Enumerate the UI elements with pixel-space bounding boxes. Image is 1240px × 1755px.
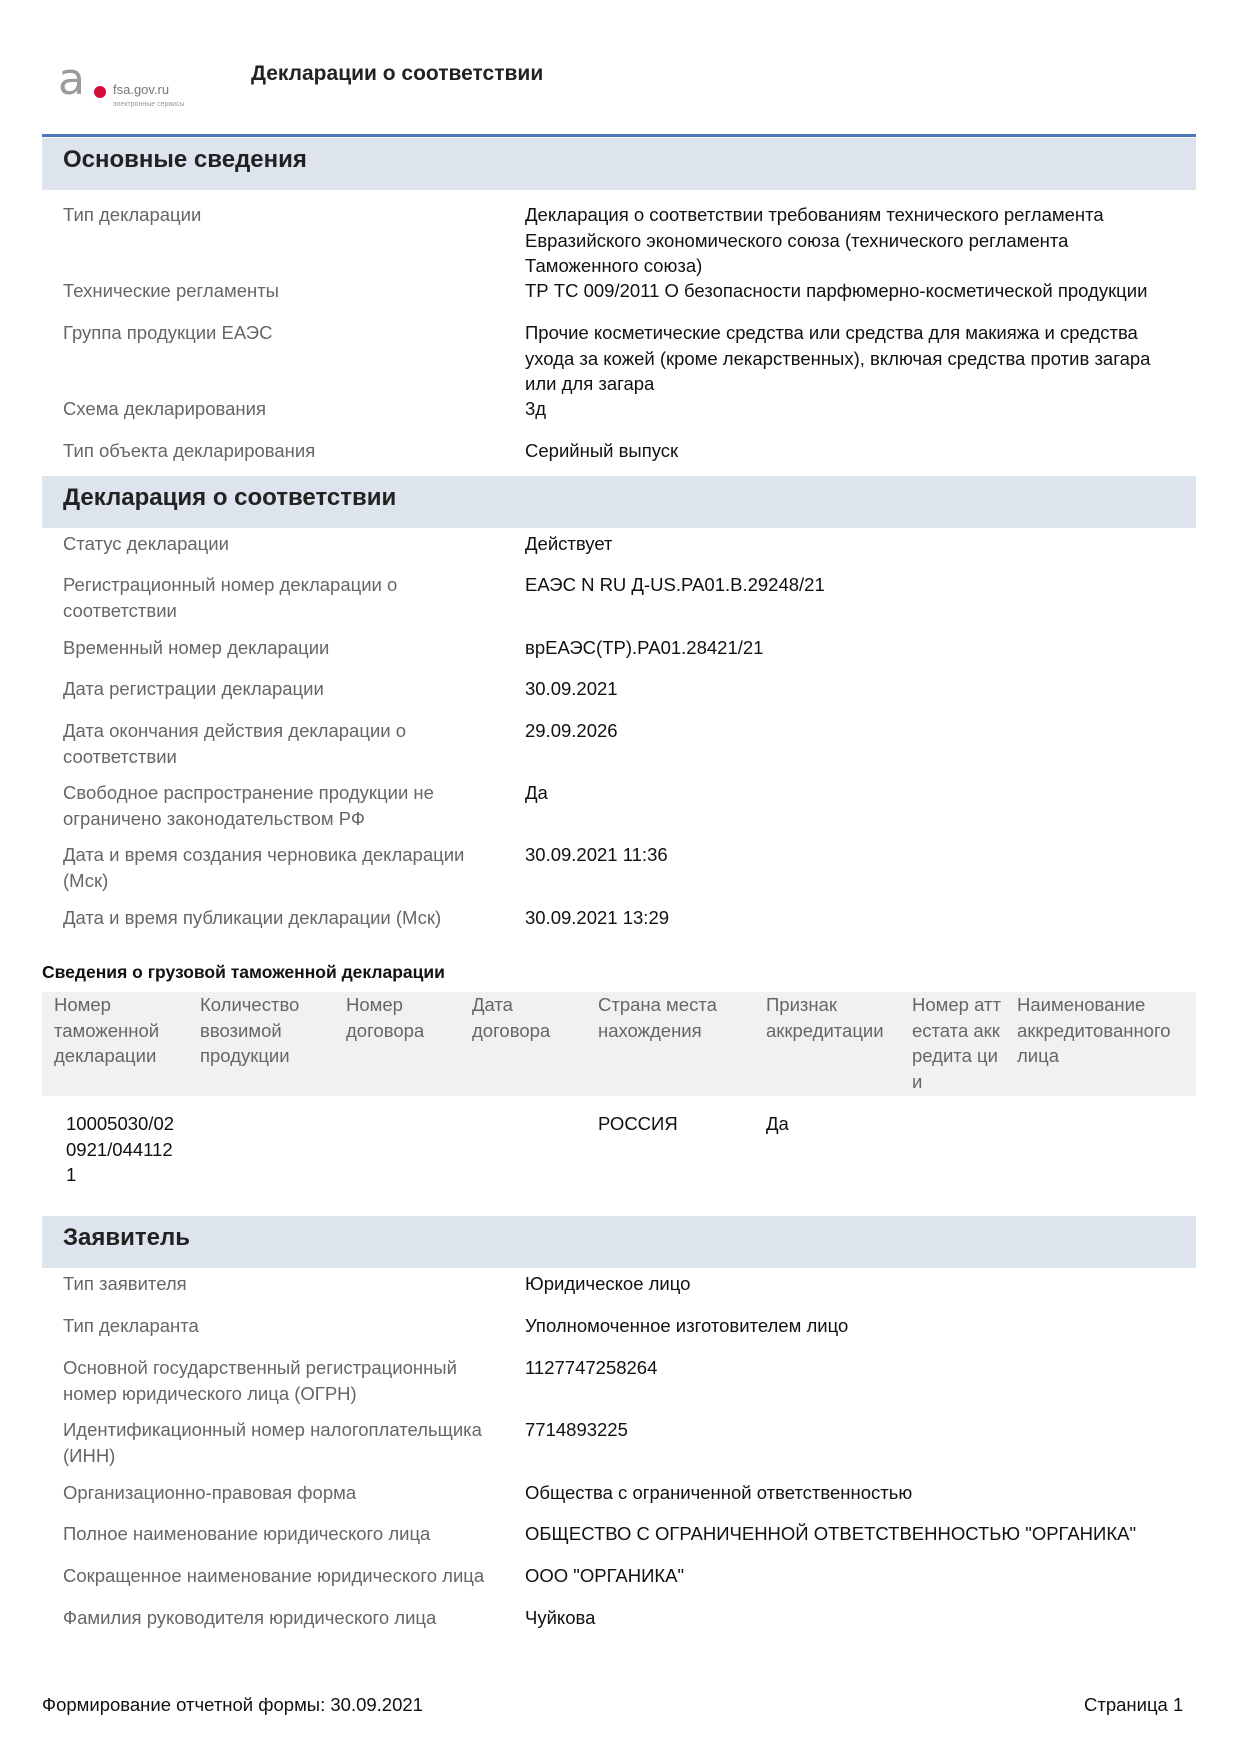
customs-col-certificate: Номер аттестата аккредита ции (912, 994, 1001, 1092)
customs-col-contract-date: Дата договора (472, 994, 551, 1041)
page-header (0, 0, 1240, 120)
row-value: ОБЩЕСТВО С ОГРАНИЧЕННОЙ ОТВЕТСТВЕННОСТЬЮ "ОРГАНИКА" (525, 1523, 1137, 1544)
row-value: Юридическое лицо (525, 1273, 691, 1294)
row-value: 3д (525, 398, 547, 419)
row-label: Группа продукции ЕАЭС (63, 322, 273, 343)
fsa-logo (58, 58, 218, 110)
row-label: Свободное распространение продукции не ограничено законодательством РФ (63, 782, 434, 829)
document-title: Декларации о соответствии (251, 62, 544, 85)
row-label: Полное наименование юридического лица (63, 1523, 431, 1544)
row-label: Тип декларации (63, 204, 202, 225)
fsa-logo-icon (58, 58, 218, 110)
customs-table-header (42, 992, 1196, 1096)
row-label: Дата регистрации декларации (63, 678, 324, 699)
top-divider (42, 134, 1196, 137)
row-label: Схема декларирования (63, 398, 266, 419)
customs-cell-number: 10005030/02 0921/044112 1 (66, 1113, 175, 1185)
row-label: Регистрационный номер декларации о соответствии (63, 574, 398, 621)
row-label: Тип заявителя (63, 1273, 187, 1294)
customs-col-quantity: Количество ввозимой продукции (200, 994, 300, 1066)
customs-subheading: Сведения о грузовой таможенной декларации (42, 962, 445, 982)
section-basic-title: Основные сведения (42, 138, 1196, 190)
row-label: Временный номер декларации (63, 637, 330, 658)
fsa-logo-text: fsa.gov.ru (113, 82, 170, 97)
row-label: Статус декларации (63, 533, 229, 554)
row-label: Основной государственный регистрационный номер юридического лица (ОГРН) (63, 1357, 457, 1404)
row-label: Идентификационный номер налогоплательщика (ИНН) (63, 1419, 482, 1466)
footer-generated-date: Формирование отчетной формы: 30.09.2021 (42, 1694, 423, 1715)
customs-cell-accreditation-flag: Да (766, 1113, 789, 1134)
fsa-logo-subtext: электронные сервисы (113, 101, 185, 108)
row-value: Прочие косметические средства или средства для макияжа и средства ухода за кожей (кроме лекарственных), включая средства против загара или для загара (525, 322, 1151, 394)
row-value: 30.09.2021 13:29 (525, 907, 670, 928)
row-value: Чуйкова (525, 1607, 596, 1628)
row-label: Технические регламенты (63, 280, 279, 301)
footer-page-number: Страница 1 (1084, 1694, 1184, 1715)
row-label: Фамилия руководителя юридического лица (63, 1607, 437, 1628)
customs-col-accreditation-flag: Признак аккредитации (766, 994, 884, 1041)
row-value: 29.09.2026 (525, 720, 618, 741)
row-value: Да (525, 782, 548, 803)
row-value: ЕАЭС N RU Д-US.РА01.В.29248/21 (525, 574, 825, 595)
row-value: Декларация о соответствии требованиям технического регламента Евразийского экономического союза (технического регламента Таможенного союза) (525, 204, 1104, 276)
row-value: Общества с ограниченной ответственностью (525, 1482, 913, 1503)
row-label: Дата и время создания черновика декларации (Мск) (63, 844, 465, 891)
row-value: Уполномоченное изготовителем лицо (525, 1315, 849, 1336)
row-label: Организационно-правовая форма (63, 1482, 357, 1503)
customs-col-number: Номер таможенной декларации (54, 994, 160, 1066)
row-value: 7714893225 (525, 1419, 628, 1440)
row-value: 30.09.2021 11:36 (525, 844, 668, 865)
row-label: Тип объекта декларирования (63, 440, 316, 461)
row-value: ООО "ОРГАНИКА" (525, 1565, 685, 1586)
row-label: Дата и время публикации декларации (Мск) (63, 907, 442, 928)
row-value: врЕАЭС(ТР).РА01.28421/21 (525, 637, 764, 658)
row-label: Дата окончания действия декларации о соответствии (63, 720, 407, 767)
row-label: Тип декларанта (63, 1315, 199, 1336)
section-applicant-title: Заявитель (42, 1216, 1196, 1268)
customs-col-country: Страна места нахождения (598, 994, 717, 1041)
customs-col-contract-number: Номер договора (346, 994, 425, 1041)
svg-text:а: а (58, 58, 85, 105)
row-value: Действует (525, 533, 613, 554)
row-value: ТР ТС 009/2011 О безопасности парфюмерно-косметической продукции (525, 280, 1148, 301)
section-declaration-title: Декларация о соответствии (42, 476, 1196, 528)
row-value: 30.09.2021 (525, 678, 618, 699)
customs-col-accredited-name: Наименование аккредитованного лица (1017, 994, 1171, 1066)
customs-cell-country: РОССИЯ (598, 1113, 678, 1134)
row-label: Сокращенное наименование юридического лица (63, 1565, 485, 1586)
row-value: 1127747258264 (525, 1357, 658, 1378)
row-value: Серийный выпуск (525, 440, 679, 461)
